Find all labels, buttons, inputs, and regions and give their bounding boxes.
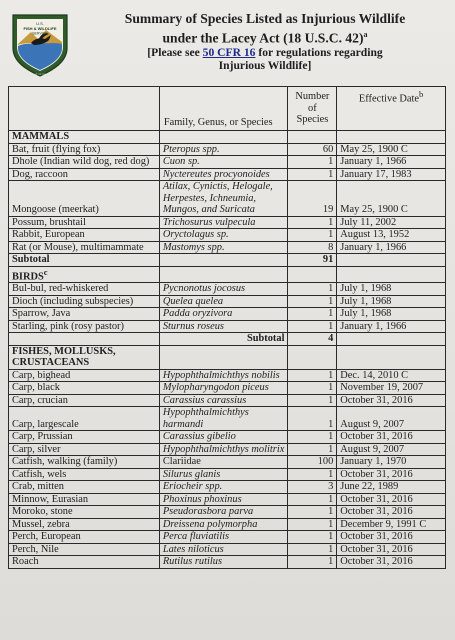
common-name: Carp, largescale — [9, 407, 160, 431]
effective-date: January 1, 1970 — [337, 456, 446, 469]
species-count: 1 — [288, 543, 337, 556]
effective-date: October 31, 2016 — [337, 431, 446, 444]
table-row — [9, 531, 446, 544]
effective-date: June 22, 1989 — [337, 481, 446, 494]
common-name: Perch, Nile — [9, 543, 160, 556]
scientific-name: Carassius carassius — [159, 394, 288, 407]
table-row — [9, 308, 446, 321]
scientific-name: Perca fluviatilis — [159, 531, 288, 544]
note-suffix: for regulations regarding — [255, 45, 383, 59]
common-name: Carp, bighead — [9, 369, 160, 382]
fws-logo-icon — [9, 12, 71, 78]
species-count: 1 — [288, 382, 337, 395]
scientific-name: Rutilus rutilus — [159, 556, 288, 569]
scientific-name: Oryctolagus sp. — [159, 229, 288, 242]
section-label: MAMMALS — [9, 131, 160, 144]
title-line-2: under the Lacey Act (18 U.S.C. 42) — [162, 30, 364, 46]
scientific-name: Dreissena polymorpha — [159, 518, 288, 531]
family-header: Family, Genus, or Species — [159, 87, 288, 131]
common-name: Sparrow, Java — [9, 308, 160, 321]
common-name: Catfish, walking (family) — [9, 456, 160, 469]
common-name: Rat (or Mouse), multimammate — [9, 241, 160, 254]
table-row — [9, 518, 446, 531]
scientific-name: Hypophthalmichthys molitrix — [159, 443, 288, 456]
page-title — [80, 11, 450, 46]
species-count: 1 — [288, 216, 337, 229]
scientific-name: Sturnus roseus — [159, 320, 288, 333]
scientific-name: Padda oryzivora — [159, 308, 288, 321]
common-name: Mongoose (meerkat) — [9, 181, 160, 217]
subtotal-count: 4 — [288, 333, 337, 346]
common-name: Catfish, wels — [9, 468, 160, 481]
species-count: 1 — [288, 407, 337, 431]
effective-date: October 31, 2016 — [337, 556, 446, 569]
section-row-fishes — [9, 345, 446, 369]
title-line-1: Summary of Species Listed as Injurious Wildlife — [124, 11, 406, 26]
effective-date: August 13, 1952 — [337, 229, 446, 242]
common-name: Possum, brushtail — [9, 216, 160, 229]
scientific-name: Silurus glanis — [159, 468, 288, 481]
species-count: 1 — [288, 283, 337, 296]
scientific-name: Phoxinus phoxinus — [159, 493, 288, 506]
effective-date: October 31, 2016 — [337, 531, 446, 544]
species-count: 1 — [288, 531, 337, 544]
species-count: 19 — [288, 181, 337, 217]
species-count: 1 — [288, 556, 337, 569]
species-count: 60 — [288, 143, 337, 156]
species-count: 1 — [288, 168, 337, 181]
common-name: Bul-bul, red-whiskered — [9, 283, 160, 296]
effective-date: December 9, 1991 C — [337, 518, 446, 531]
species-count: 1 — [288, 443, 337, 456]
table-row — [9, 456, 446, 469]
species-count: 3 — [288, 481, 337, 494]
scientific-name: Clariidae — [159, 456, 288, 469]
table-header-row — [9, 87, 446, 131]
scientific-name: Nyctereutes procyonoides — [159, 168, 288, 181]
scientific-name: Mylopharyngodon piceus — [159, 382, 288, 395]
table-row — [9, 369, 446, 382]
species-count: 1 — [288, 468, 337, 481]
table-row — [9, 468, 446, 481]
table-row — [9, 168, 446, 181]
scientific-name: Hypophthalmichthys nobilis — [159, 369, 288, 382]
table-row — [9, 382, 446, 395]
effective-date: July 1, 1968 — [337, 308, 446, 321]
section-label — [9, 345, 160, 369]
subtotal-label: Subtotal — [159, 333, 288, 346]
effective-date: July 11, 2002 — [337, 216, 446, 229]
fishes-label-line1: FISHES, MOLLUSKS, — [12, 345, 116, 357]
effective-date: November 19, 2007 — [337, 382, 446, 395]
table-row — [9, 283, 446, 296]
section-row-mammals — [9, 131, 446, 144]
common-name: Carp, crucian — [9, 394, 160, 407]
table-row — [9, 431, 446, 444]
title-footnote-marker: a — [363, 29, 368, 39]
effective-date: January 17, 1983 — [337, 168, 446, 181]
scientific-name: Trichosurus vulpecula — [159, 216, 288, 229]
subtotal-row-birds — [9, 333, 446, 346]
effective-date: October 31, 2016 — [337, 468, 446, 481]
scientific-name: Mastomys spp. — [159, 241, 288, 254]
logo-top-text: U.S. — [36, 21, 44, 26]
table-row — [9, 216, 446, 229]
table-row — [9, 295, 446, 308]
regulation-note — [80, 46, 450, 73]
birds-label: BIRDS — [12, 270, 44, 282]
species-count: 1 — [288, 229, 337, 242]
scientific-name: Pteropus spp. — [159, 143, 288, 156]
logo-name-line2: SERVICE — [32, 31, 48, 36]
common-name: Dog, raccoon — [9, 168, 160, 181]
effective-date: October 31, 2016 — [337, 493, 446, 506]
common-name-header — [9, 87, 160, 131]
effective-date: August 9, 2007 — [337, 407, 446, 431]
species-count: 1 — [288, 369, 337, 382]
logo-bottom-text: DEPARTMENT OF THE INTERIOR — [22, 74, 58, 77]
document-header — [80, 11, 450, 73]
species-count: 1 — [288, 320, 337, 333]
common-name: Perch, European — [9, 531, 160, 544]
table-row — [9, 481, 446, 494]
table-row — [9, 143, 446, 156]
subtotal-count: 91 — [288, 254, 337, 267]
species-count: 1 — [288, 431, 337, 444]
effective-date: January 1, 1966 — [337, 241, 446, 254]
species-count: 1 — [288, 394, 337, 407]
common-name: Bat, fruit (flying fox) — [9, 143, 160, 156]
table-row — [9, 407, 446, 431]
scientific-name: Atilax, Cynictis, Helogale, Herpestes, Ichneumia, Mungos, and Suricata — [159, 181, 288, 217]
scientific-name: Eriocheir spp. — [159, 481, 288, 494]
common-name: Starling, pink (rosy pastor) — [9, 320, 160, 333]
species-count: 1 — [288, 308, 337, 321]
subtotal-label: Subtotal — [9, 254, 160, 267]
birds-footnote-marker: c — [43, 266, 48, 277]
scientific-name: Hypophthalmichthys harmandi — [159, 407, 288, 431]
table-row — [9, 556, 446, 569]
effective-date: July 1, 1968 — [337, 283, 446, 296]
table-row — [9, 320, 446, 333]
scientific-name: Pycnonotus jocosus — [159, 283, 288, 296]
cfr-link[interactable]: 50 CFR 16 — [202, 45, 256, 59]
scientific-name: Carassius gibelio — [159, 431, 288, 444]
common-name: Mussel, zebra — [9, 518, 160, 531]
date-header — [337, 87, 446, 131]
common-name: Carp, black — [9, 382, 160, 395]
species-count: 1 — [288, 518, 337, 531]
table-row — [9, 181, 446, 217]
common-name: Rabbit, European — [9, 229, 160, 242]
date-footnote-marker: b — [419, 89, 424, 99]
note-line-2: Injurious Wildlife] — [218, 59, 312, 73]
table-row — [9, 229, 446, 242]
effective-date: Dec. 14, 2010 C — [337, 369, 446, 382]
effective-date: May 25, 1900 C — [337, 181, 446, 217]
effective-date: July 1, 1968 — [337, 295, 446, 308]
scientific-name: Cuon sp. — [159, 156, 288, 169]
species-count: 8 — [288, 241, 337, 254]
logo-name-line1: FISH & WILDLIFE — [23, 26, 57, 31]
common-name: Dhole (Indian wild dog, red dog) — [9, 156, 160, 169]
common-name: Roach — [9, 556, 160, 569]
table-row — [9, 506, 446, 519]
effective-date: May 25, 1900 C — [337, 143, 446, 156]
species-table — [8, 86, 446, 569]
section-row-birds — [9, 266, 446, 283]
table-row — [9, 543, 446, 556]
fishes-label-line2: CRUSTACEANS — [12, 357, 90, 369]
species-count: 1 — [288, 506, 337, 519]
effective-date: October 31, 2016 — [337, 543, 446, 556]
number-header: Number of Species — [288, 87, 337, 131]
species-count: 1 — [288, 295, 337, 308]
effective-date: January 1, 1966 — [337, 156, 446, 169]
section-label — [9, 266, 160, 283]
table-row — [9, 394, 446, 407]
species-count: 100 — [288, 456, 337, 469]
effective-date: January 1, 1966 — [337, 320, 446, 333]
common-name: Dioch (including subspecies) — [9, 295, 160, 308]
scientific-name: Lates niloticus — [159, 543, 288, 556]
note-prefix: [Please see — [147, 45, 203, 59]
common-name: Carp, Prussian — [9, 431, 160, 444]
species-count: 1 — [288, 156, 337, 169]
effective-date: August 9, 2007 — [337, 443, 446, 456]
table-row — [9, 443, 446, 456]
date-header-label: Effective Date — [358, 93, 420, 105]
subtotal-row-mammals — [9, 254, 446, 267]
table-row — [9, 493, 446, 506]
species-count: 1 — [288, 493, 337, 506]
common-name: Minnow, Eurasian — [9, 493, 160, 506]
table-row — [9, 241, 446, 254]
effective-date: October 31, 2016 — [337, 506, 446, 519]
table-row — [9, 156, 446, 169]
common-name: Moroko, stone — [9, 506, 160, 519]
effective-date: October 31, 2016 — [337, 394, 446, 407]
scientific-name: Quelea quelea — [159, 295, 288, 308]
scientific-name: Pseudorasbora parva — [159, 506, 288, 519]
common-name: Crab, mitten — [9, 481, 160, 494]
common-name: Carp, silver — [9, 443, 160, 456]
